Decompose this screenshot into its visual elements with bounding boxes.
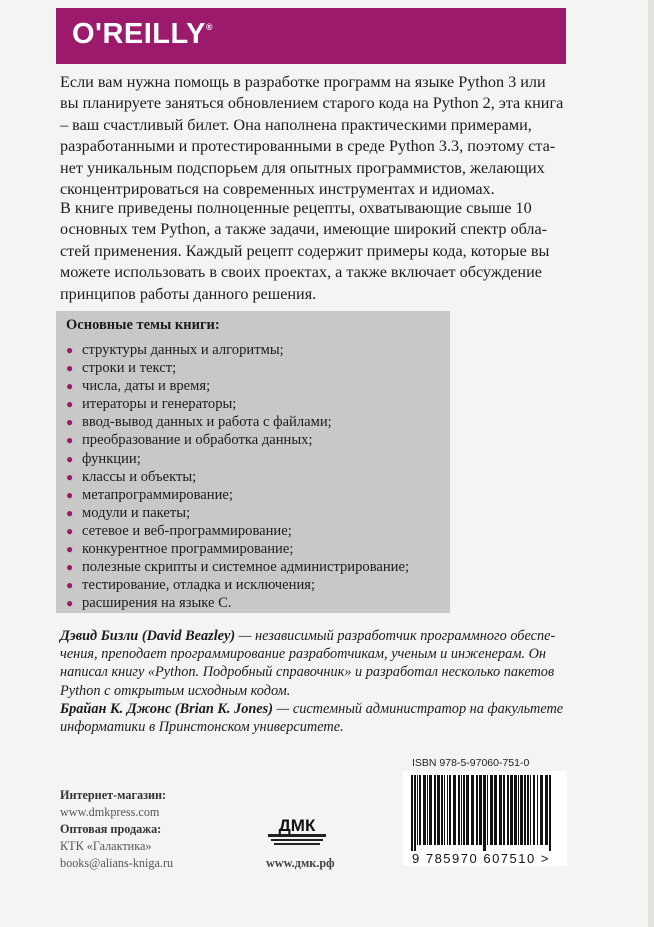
topic-label: ввод-вывод данных и работа с файлами; xyxy=(82,414,332,431)
barcode-bar xyxy=(466,775,469,845)
barcode-bar xyxy=(463,775,465,845)
bullet-icon: ● xyxy=(66,379,74,394)
barcode-bar xyxy=(533,775,535,845)
topic-item xyxy=(66,522,409,540)
bullet-icon: ● xyxy=(66,361,74,376)
paragraph-line: можете использовать в своих проектах, а также включает обсуждение xyxy=(60,263,542,282)
topic-label: функции; xyxy=(82,450,141,467)
topics-title: Основные темы книги: xyxy=(66,317,220,333)
paragraph-line: основных тем Python, а также задачи, имеющие широкий спектр обла- xyxy=(60,220,548,239)
online-shop-url: www.dmkpress.com xyxy=(60,805,160,819)
publisher-banner xyxy=(56,8,566,64)
topic-item xyxy=(66,486,409,504)
barcode-bar xyxy=(503,775,505,845)
paragraph-line: сконцентрироваться на современных инструментах и идиомах. xyxy=(60,180,495,199)
barcode-bars xyxy=(403,771,567,851)
bullet-icon: ● xyxy=(66,451,74,466)
barcode-bar xyxy=(518,775,519,845)
bullet-icon: ● xyxy=(66,415,74,430)
barcode-bar xyxy=(441,775,443,845)
beazley-bio: Дэвид Бизли (David Beazley) — независимый разработчик программного обеспе- xyxy=(60,628,556,644)
topic-label: итераторы и генераторы; xyxy=(82,396,237,413)
barcode-bar xyxy=(530,775,531,845)
description-paragraph-1 xyxy=(60,72,570,200)
barcode-bar xyxy=(461,775,462,845)
bullet-icon: ● xyxy=(66,397,74,412)
author-name: Дэвид Бизли (David Beazley) xyxy=(60,628,236,644)
topic-item xyxy=(66,395,409,413)
barcode-bar xyxy=(434,775,436,845)
topic-label: модули и пакеты; xyxy=(82,504,191,521)
paragraph-line: вы планируете заняться обновлением старого кода на Python 2, эта книга xyxy=(60,94,564,113)
barcode-bar xyxy=(520,775,523,845)
barcode-bar xyxy=(524,775,526,845)
topic-label: строки и текст; xyxy=(82,360,177,377)
description-paragraph-2 xyxy=(60,198,570,305)
dmk-logo-text: ДМК xyxy=(278,816,316,835)
barcode-bar xyxy=(423,775,426,845)
barcode-bar xyxy=(437,775,440,845)
barcode-bar xyxy=(545,775,548,845)
topic-label: сетевое и веб-программирование; xyxy=(82,522,292,539)
topic-label: полезные скрипты и системное администрирование; xyxy=(82,559,410,576)
barcode-bar xyxy=(494,775,497,845)
cover-edge xyxy=(648,0,654,927)
barcode-bar xyxy=(471,775,474,845)
topic-label: преобразование и обработка данных; xyxy=(82,432,313,449)
dmk-url: www.дмк.рф xyxy=(266,856,335,870)
barcode-bar xyxy=(479,775,482,845)
bio-line: написал книгу «Python. Подробный справочник» и разработал несколько пакетов xyxy=(60,664,555,681)
barcode-digits: 9 785970 607510 > xyxy=(412,851,550,866)
topic-item xyxy=(66,413,409,431)
topic-item xyxy=(66,341,409,359)
topic-label: структуры данных и алгоритмы; xyxy=(82,342,284,358)
barcode-bar xyxy=(490,775,493,845)
topic-label: числа, даты и время; xyxy=(82,378,211,395)
topic-item xyxy=(66,576,409,594)
barcode-bar xyxy=(507,775,509,845)
barcode-bar xyxy=(540,775,543,845)
barcode-bar xyxy=(429,775,432,845)
barcode-bar xyxy=(411,775,413,851)
topic-item xyxy=(66,594,409,612)
paragraph-line: Если вам нужна помощь в разработке программ на языке Python 3 или xyxy=(60,73,546,91)
bullet-icon: ● xyxy=(66,343,74,357)
barcode-bar xyxy=(487,775,488,845)
bio-line: чения, преподает программирование разработчикам, ученым и инженерам. Он xyxy=(60,646,547,663)
paragraph-line: нет уникальным подспорьем для опытных программистов, желающих xyxy=(60,158,545,177)
paragraph-line: – ваш счастливый билет. Она наполнена практическими примерами, xyxy=(60,115,532,134)
topic-item xyxy=(66,504,409,522)
barcode-bar xyxy=(444,775,445,845)
topic-item xyxy=(66,540,409,558)
barcode-bar xyxy=(458,775,460,845)
bullet-icon: ● xyxy=(66,469,74,484)
barcode-bar xyxy=(527,775,529,845)
topic-item xyxy=(66,431,409,449)
jones-bio: Брайан К. Джонс (Brian K. Jones) — системный администратор на факультете xyxy=(60,700,564,717)
topic-label: классы и объекты; xyxy=(82,468,197,485)
bio-line: Python с открытым исходным кодом. xyxy=(60,682,291,699)
barcode-bar xyxy=(453,775,456,845)
wholesale-email: books@alians-kniga.ru xyxy=(60,856,174,870)
barcode-bar xyxy=(483,775,486,851)
topic-label: метапрограммирование; xyxy=(82,486,233,503)
barcode-bar xyxy=(499,775,502,845)
barcode-bar xyxy=(537,775,538,845)
topic-label: расширения на языке С. xyxy=(82,595,232,612)
topic-item xyxy=(66,450,409,468)
bullet-icon: ● xyxy=(66,578,74,593)
paragraph-line: В книге приведены полноценные рецепты, охватывающие свыше 10 xyxy=(60,199,532,217)
bullet-icon: ● xyxy=(66,596,74,611)
barcode-bar xyxy=(417,775,418,845)
authors-bio xyxy=(60,627,568,736)
barcode-bar xyxy=(549,775,551,851)
barcode-bar xyxy=(449,775,451,845)
barcode-bar xyxy=(447,775,448,845)
sales-info xyxy=(60,787,173,872)
paragraph-line: стей применения. Каждый рецепт содержит примеры кода, которые вы xyxy=(60,241,550,260)
bullet-icon: ● xyxy=(66,433,74,448)
bullet-icon: ● xyxy=(66,560,74,575)
bio-line: информатики в Принстонском университете. xyxy=(60,719,344,736)
topics-list xyxy=(66,341,409,612)
topic-label: тестирование, отладка и исключения; xyxy=(82,577,316,594)
topic-label: конкурентное программирование; xyxy=(82,541,294,558)
barcode-bar xyxy=(476,775,478,845)
oreilly-logo: O'REILLY® xyxy=(72,18,214,50)
topic-item xyxy=(66,558,409,576)
barcode-bar xyxy=(514,775,517,845)
barcode-bar xyxy=(427,775,428,845)
topics-box xyxy=(56,311,450,613)
bullet-icon: ● xyxy=(66,487,74,502)
barcode-bar xyxy=(419,775,421,845)
topic-item xyxy=(66,359,409,377)
wholesale-company: КТК «Галактика» xyxy=(60,839,152,853)
bullet-icon: ● xyxy=(66,542,74,557)
dmk-logo xyxy=(268,812,326,848)
isbn-label: ISBN 978-5-97060-751-0 xyxy=(412,757,530,769)
online-shop-heading: Интернет-магазин: xyxy=(60,788,167,802)
bullet-icon: ● xyxy=(66,523,74,538)
paragraph-line: разработанными и протестированными в среде Python 3.3, поэтому ста- xyxy=(60,137,556,156)
wholesale-heading: Оптовая продажа: xyxy=(60,822,162,836)
topic-item xyxy=(66,377,409,395)
author-name: Брайан К. Джонс (Brian K. Jones) xyxy=(60,700,273,717)
barcode-bar xyxy=(510,775,513,845)
topic-item xyxy=(66,468,409,486)
barcode-bar xyxy=(414,775,416,851)
bullet-icon: ● xyxy=(66,505,74,520)
paragraph-line: принципов работы данного решения. xyxy=(60,284,317,303)
